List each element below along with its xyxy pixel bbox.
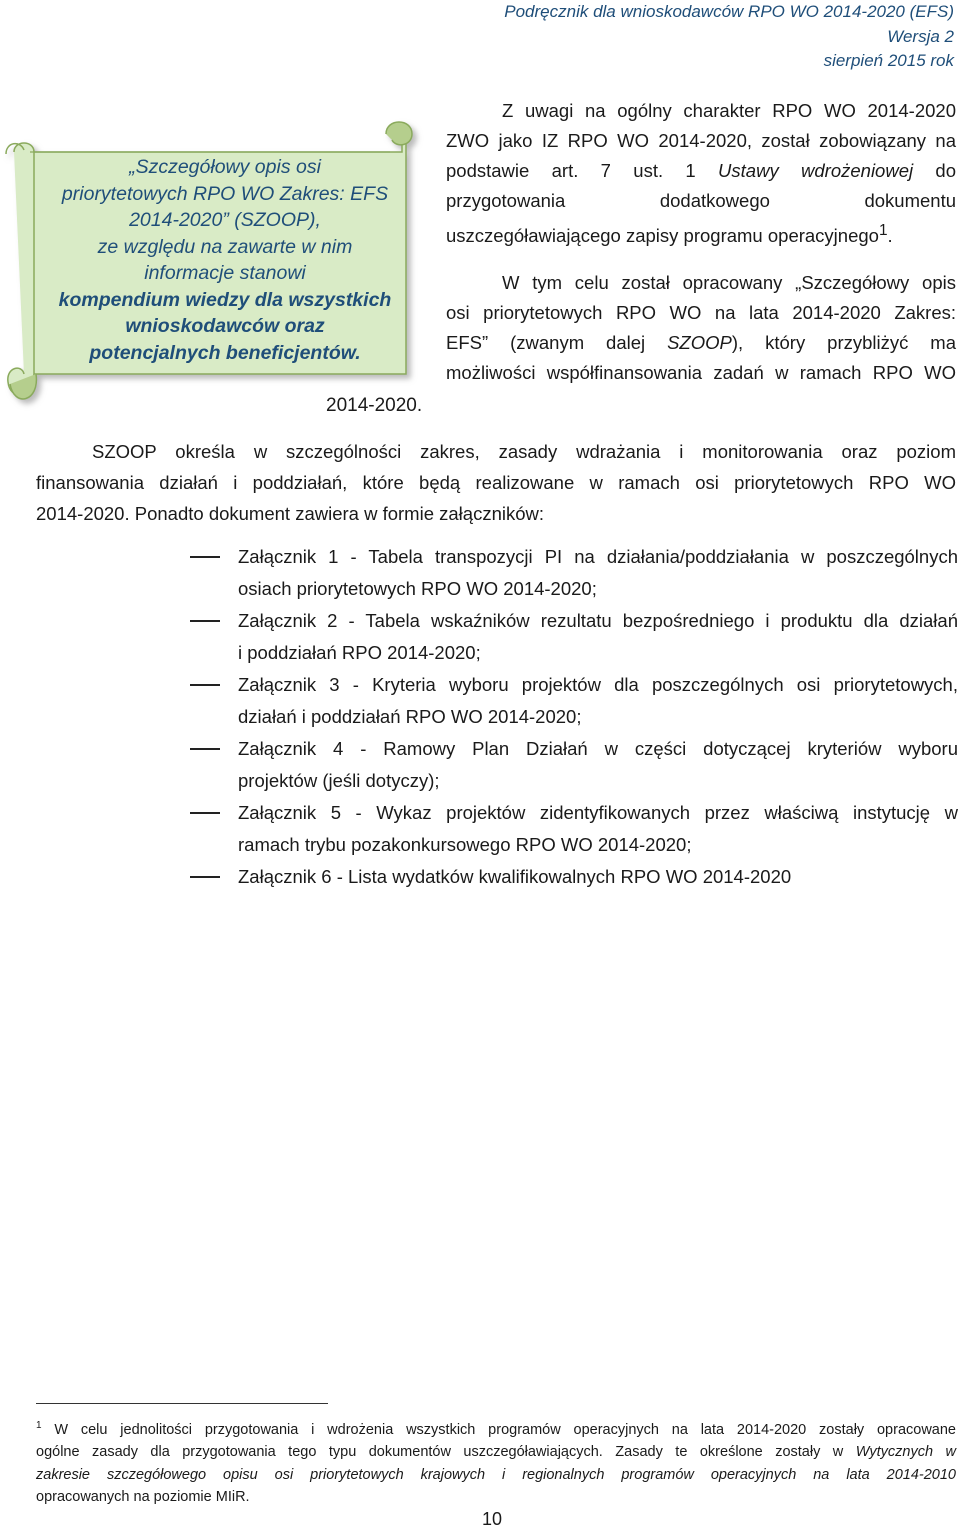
scroll-line: priorytetowych RPO WO Zakres: EFS bbox=[61, 182, 389, 205]
list-item bbox=[190, 669, 958, 732]
header-title: Podręcznik dla wnioskodawców RPO WO 2014-2020 (EFS) bbox=[504, 2, 954, 21]
text-run: do bbox=[913, 160, 957, 181]
page-number: 10 bbox=[482, 1509, 503, 1529]
dash-bullet bbox=[190, 876, 220, 878]
header-version: Wersja 2 bbox=[887, 26, 954, 46]
list-item-line: ramach trybu pozakonkursowego RPO WO 2014-2020; bbox=[238, 833, 692, 855]
footnote bbox=[36, 1415, 956, 1509]
text-line: Z uwagi na ogólny charakter RPO WO 2014-2020 bbox=[502, 100, 956, 121]
list-item-line: Załącznik 6 - Lista wydatków kwalifikowalnych RPO WO 2014-2020 bbox=[238, 866, 792, 887]
list-item-line: Załącznik 2 - Tabela wskaźników rezultatu bezpośredniego i produktu dla działań bbox=[238, 610, 958, 631]
scroll-line-bold: kompendium wiedzy dla wszystkich bbox=[58, 288, 392, 311]
text-run: ), który przybliżyć ma bbox=[731, 332, 957, 353]
list-item bbox=[190, 861, 958, 893]
scroll-line: 2014-2020” (SZOOP), bbox=[129, 209, 321, 231]
text-run-italic: zakresie szczegółowego opisu osi priorytetowych krajowych i regionalnych programów operacyjnych na lata 2014-2010 bbox=[36, 1466, 956, 1483]
footnote-separator bbox=[36, 1403, 328, 1404]
text-run: . bbox=[887, 225, 893, 247]
text-line: osi priorytetowych RPO WO na lata 2014-2020 Zakres: bbox=[446, 302, 956, 323]
text-line: ZWO jako IZ RPO WO 2014-2020, został zobowiązany na bbox=[446, 130, 956, 151]
scroll-line-bold: potencjalnych beneficjentów. bbox=[89, 341, 361, 364]
list-item-line: i poddziałań RPO 2014-2020; bbox=[238, 641, 481, 663]
paragraph-scope bbox=[36, 436, 956, 529]
dash-bullet bbox=[190, 556, 220, 558]
text-run: EFS” (zwanym dalej bbox=[446, 332, 668, 353]
footnote-line: opracowanych na poziomie MIiR. bbox=[36, 1489, 250, 1506]
attachments-list bbox=[190, 541, 958, 894]
scroll-text bbox=[52, 154, 398, 366]
list-item bbox=[190, 541, 958, 604]
scroll-line: ze względu na zawarte w nim bbox=[97, 235, 353, 258]
paragraph-szoop bbox=[446, 268, 956, 388]
dash-bullet bbox=[190, 684, 220, 686]
list-item-line: Załącznik 5 - Wykaz projektów zidentyfikowanych przez właściwą instytucję w bbox=[238, 802, 958, 823]
footnote-line bbox=[36, 1464, 956, 1487]
header-date: sierpień 2015 rok bbox=[823, 51, 954, 70]
scroll-line: informacje stanowi bbox=[144, 262, 306, 284]
text-line bbox=[446, 328, 956, 358]
list-item-line: osiach priorytetowych RPO WO 2014-2020; bbox=[238, 577, 597, 599]
dash-bullet bbox=[190, 812, 220, 814]
footnote-line bbox=[36, 1441, 956, 1464]
scroll-callout bbox=[0, 112, 440, 412]
scroll-line: „Szczegółowy opis osi bbox=[129, 156, 321, 178]
text-line: 2014-2020. Ponadto dokument zawiera w formie załączników: bbox=[36, 503, 545, 524]
list-item-line: działań i poddziałań RPO WO 2014-2020; bbox=[238, 705, 582, 727]
text-run: W celu jednolitości przygotowania i wdrożenia wszystkich programów operacyjnych na lata 2014-2020 zostały opracowane bbox=[41, 1421, 956, 1438]
list-item bbox=[190, 733, 958, 796]
page-header bbox=[504, 0, 954, 74]
list-item bbox=[190, 605, 958, 668]
text-run-italic: Ustawy wdrożeniowej bbox=[718, 160, 914, 181]
dash-bullet bbox=[190, 620, 220, 622]
list-item-line: Załącznik 3 - Kryteria wyboru projektów dla poszczególnych osi priorytetowych, bbox=[238, 674, 958, 695]
text-line: W tym celu został opracowany „Szczegółowy opis bbox=[502, 272, 956, 293]
text-run: ogólne zasady dla przygotowania tego typu dokumentów uszczegóławiających. Zasady te określone zostały w bbox=[36, 1444, 856, 1461]
footnote-ref[interactable]: 1 bbox=[878, 222, 888, 239]
text-run-italic: Wytycznych w bbox=[855, 1444, 956, 1461]
list-item-line: Załącznik 4 - Ramowy Plan Działań w części dotyczącej kryteriów wyboru bbox=[238, 738, 958, 759]
text-line bbox=[446, 216, 956, 251]
text-line: przygotowania dodatkowego dokumentu bbox=[446, 190, 956, 211]
text-run: uszczegóławiającego zapisy programu operacyjnego bbox=[446, 225, 879, 247]
paragraph-intro bbox=[446, 96, 956, 251]
footnote-mark: 1 bbox=[36, 1420, 42, 1431]
list-item-line: projektów (jeśli dotyczy); bbox=[238, 769, 440, 791]
scroll-line-bold: wnioskodawców oraz bbox=[125, 315, 325, 337]
text-line: SZOOP określa w szczególności zakres, zasady wdrażania i monitorowania oraz poziom bbox=[92, 441, 956, 462]
text-line bbox=[446, 156, 956, 186]
text-line: finansowania działań i poddziałań, które będą realizowane w ramach osi priorytetowych RPO WO bbox=[36, 472, 956, 493]
list-item-line: Załącznik 1 - Tabela transpozycji PI na działania/poddziałania w poszczególnych bbox=[238, 546, 958, 567]
footnote-line bbox=[36, 1415, 956, 1441]
text-run-italic: SZOOP bbox=[667, 332, 732, 353]
dash-bullet bbox=[190, 748, 220, 750]
text-line: możliwości współfinansowania zadań w ramach RPO WO bbox=[446, 362, 956, 383]
text-line: 2014-2020. bbox=[326, 395, 423, 416]
text-run: podstawie art. 7 ust. 1 bbox=[446, 160, 719, 181]
list-item bbox=[190, 797, 958, 860]
